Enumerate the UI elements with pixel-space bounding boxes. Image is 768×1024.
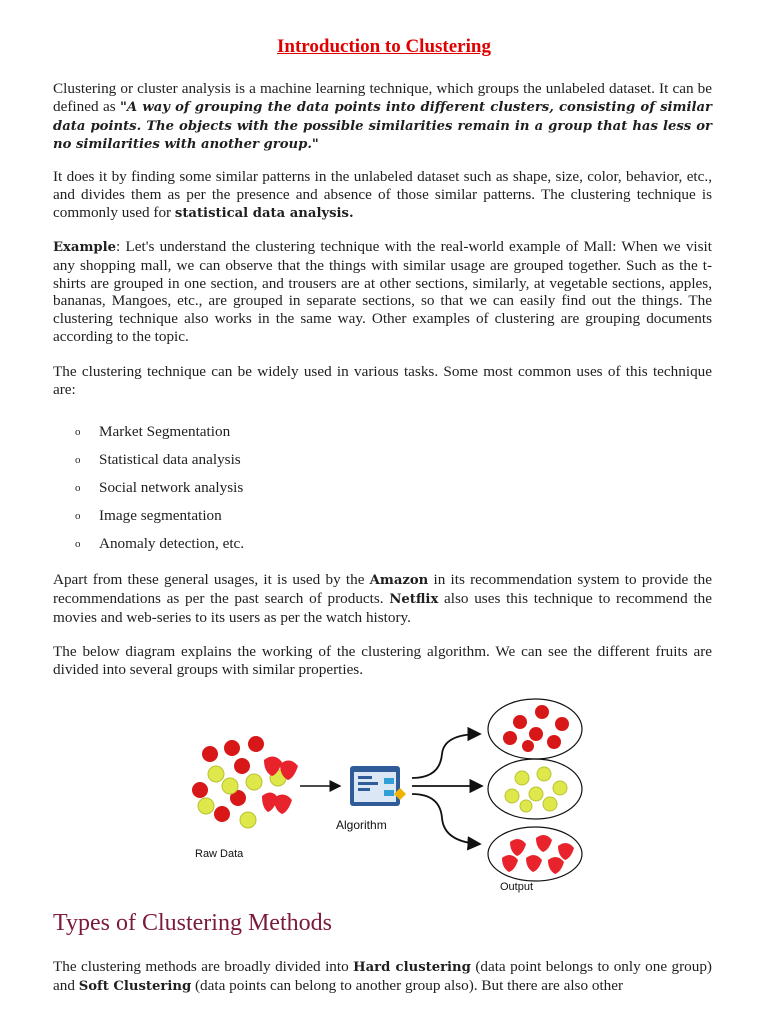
uses-intro-paragraph: The clustering technique can be widely used in various tasks. Some most common uses of this technique are:: [53, 363, 712, 398]
raw-data-fruit-pile: [192, 736, 298, 828]
bullet-circle-icon: o: [75, 426, 81, 438]
raw-data-label: Raw Data: [195, 848, 244, 860]
statistical-analysis-bold: statistical data analysis.: [174, 205, 354, 221]
list-item: o Social network analysis: [53, 479, 244, 507]
bullet-circle-icon: o: [75, 538, 81, 550]
bullet-circle-icon: o: [75, 482, 81, 494]
soft-clustering-bold: Soft Clustering: [78, 978, 192, 994]
intro-text: Clustering or cluster analysis is a machine learning technique, which groups the unlabeled dataset. It can be defined as: [53, 80, 712, 115]
algorithm-icon: [350, 766, 406, 806]
patterns-paragraph: [53, 168, 712, 222]
patterns-text: It does it by finding some similar patterns in the unlabeled dataset such as shape, size, color, behavior, etc., and divides them as per the presence and absence of those similar patterns. The clustering technique is commonly used for: [53, 168, 712, 221]
definition-quote: "A way of grouping the data points into different clusters, consisting of similar data points. The objects with the possible similarities remain in a group that has less or no similarities with another group.": [53, 99, 712, 153]
hard-clustering-bold: Hard clustering: [353, 960, 471, 975]
algorithm-label: Algorithm: [336, 818, 387, 832]
intro-paragraph: [53, 80, 712, 154]
amazon-bold: Amazon: [369, 573, 429, 588]
output-label: Output: [500, 881, 534, 893]
list-item: o Image segmentation: [53, 507, 244, 535]
clustering-diagram: [180, 694, 600, 894]
example-text: : Let's understand the clustering technique with the real-world example of Mall: When we visit any shopping mall, we can observe that the things with similar usage are grouped together. Such as the t-shirts are grouped in one section, and trousers are at other sections, similarly, at vegetable sections, apples, bananas, Mangoes, etc., are grouped in separate sections, so that we can easily find out the things. The clustering technique also works in the same way. Other examples of clustering are grouping documents according to the topic.: [53, 238, 712, 345]
example-label: Example: [53, 240, 117, 255]
netflix-bold: Netflix: [389, 591, 439, 607]
output-arrows: [412, 734, 482, 844]
section-heading: Types of Clustering Methods: [53, 910, 332, 936]
list-item: o Market Segmentation: [53, 423, 244, 451]
list-item: o Statistical data analysis: [53, 451, 244, 479]
usage-paragraph: Apart from these general usages, it is used by the Amazon in its recommendation system to provide the recommendations as per the past search of products. Netflix also uses this technique to recommend the movies and web-series to its users as per the watch history.: [53, 571, 712, 626]
clustering-types-paragraph: The clustering methods are broadly divided into Hard clustering (data point belongs to only one group) and Soft Clustering (data points can belong to another group also). But there are also other: [53, 958, 712, 994]
list-item: o Anomaly detection, etc.: [53, 535, 244, 563]
bullet-circle-icon: o: [75, 510, 81, 522]
example-paragraph: [53, 238, 712, 346]
bullet-circle-icon: o: [75, 454, 81, 466]
page-title: Introduction to Clustering: [277, 36, 491, 57]
uses-list: [53, 423, 244, 563]
diagram-intro-paragraph: The below diagram explains the working of the clustering algorithm. We can see the different fruits are divided into several groups with similar properties.: [53, 643, 712, 678]
